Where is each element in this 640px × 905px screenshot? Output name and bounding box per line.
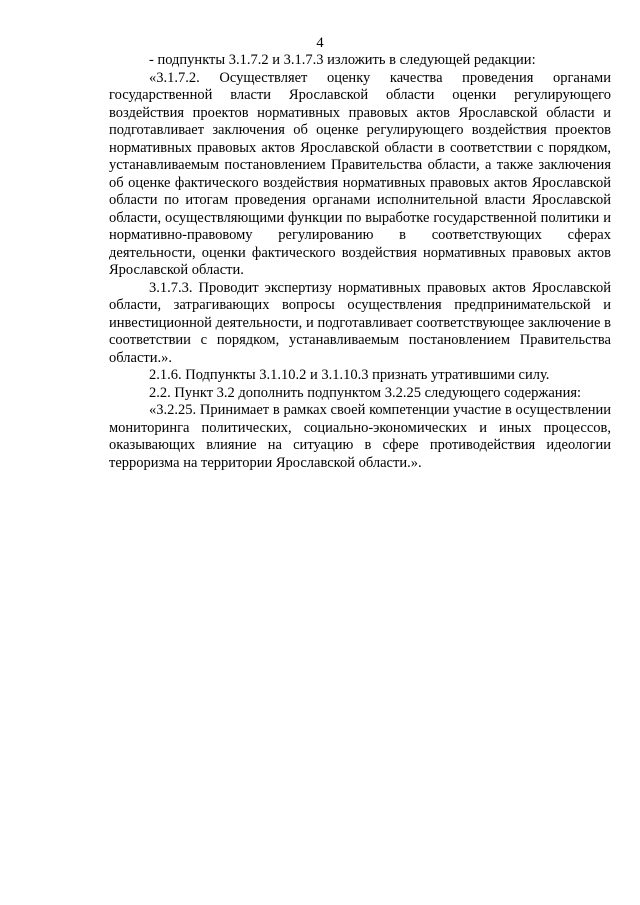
paragraph-3-2-25: «3.2.25. Принимает в рамках своей компетенции участие в осуществлении мониторинга политических, социально-экономических и иных процессов, оказывающих влияние на ситуацию в сфере противодействия идеологии терроризма на территории Ярославской области.».: [109, 402, 611, 471]
paragraph-3-1-7-2: «3.1.7.2. Осуществляет оценку качества проведения органами государственной власти Ярославской области оценки регулирующего воздействия проектов нормативных правовых актов Ярославской области и подготавливает заключения об оценке регулирующего воздействия проектов нормативных правовых актов Ярославской области в соответствии с порядком, устанавливаемым постановлением Правительства области, а также заключения об оценке фактического воздействия нормативных правовых актов Ярославской области по итогам проведения органами исполнительной власти Ярославской области, осуществляющими функции по выработке государственной политики и нормативно-правовому регулированию в соответствующих сферах деятельности, оценки фактического воздействия нормативных правовых актов Ярославской области.: [109, 69, 611, 278]
paragraph-2-1-6: 2.1.6. Подпункты 3.1.10.2 и 3.1.10.3 признать утратившими силу.: [149, 367, 550, 383]
paragraph-amendment-intro: - подпункты 3.1.7.2 и 3.1.7.3 изложить в следующей редакции:: [149, 52, 536, 68]
document-body: [109, 52, 611, 472]
paragraph-2-2: 2.2. Пункт 3.2 дополнить подпунктом 3.2.25 следующего содержания:: [149, 384, 582, 401]
paragraph-3-1-7-3: 3.1.7.3. Проводит экспертизу нормативных правовых актов Ярославской области, затрагивающих вопросы осуществления предпринимательской и инвестиционной деятельности, и подготавливает соответствующее заключение в соответствии с порядком, устанавливаемым постановлением Правительства области.».: [109, 279, 611, 366]
page-number: 4: [316, 35, 324, 51]
